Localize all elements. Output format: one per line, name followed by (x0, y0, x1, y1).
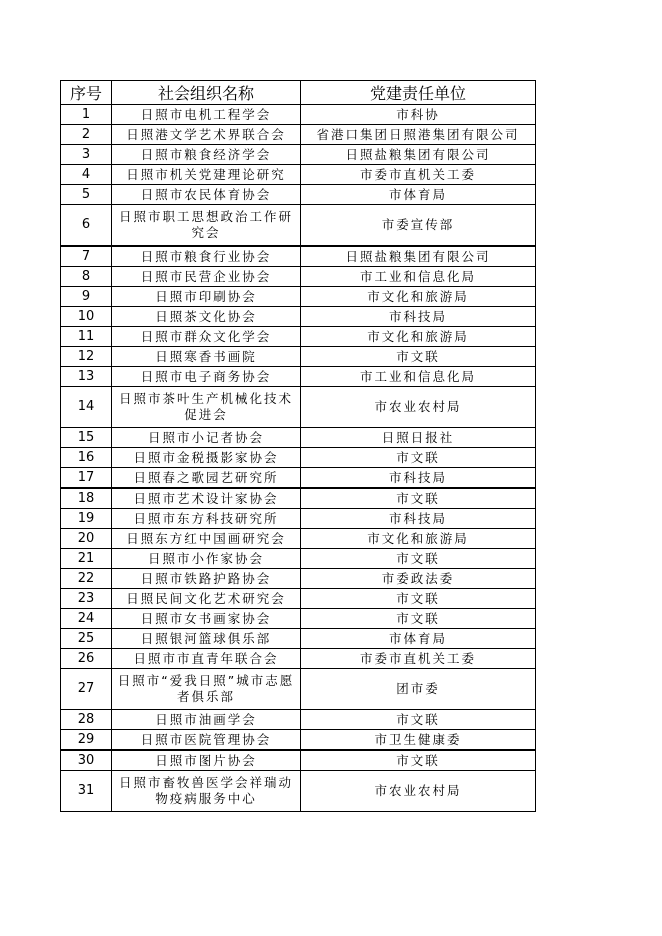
responsible-unit: 市文联 (301, 488, 536, 509)
table-row (61, 246, 536, 267)
table-row (61, 448, 536, 468)
table-row (61, 267, 536, 287)
org-name: 日照市油画学会 (112, 710, 301, 730)
responsible-unit: 市委市直机关工委 (301, 649, 536, 669)
table-row (61, 629, 536, 649)
org-name: 日照市图片协会 (112, 750, 301, 771)
responsible-unit: 日照盐粮集团有限公司 (301, 145, 536, 165)
table-row (61, 669, 536, 710)
table-row (61, 549, 536, 569)
row-number: 19 (61, 509, 112, 529)
row-number: 27 (61, 669, 112, 710)
org-name: 日照市畜牧兽医学会祥瑞动物疫病服务中心 (112, 771, 301, 812)
responsible-unit: 市农业农村局 (301, 771, 536, 812)
row-number: 11 (61, 327, 112, 347)
table-row (61, 529, 536, 549)
row-number: 14 (61, 387, 112, 428)
org-name: 日照市职工思想政治工作研究会 (112, 205, 301, 247)
org-name: 日照市电子商务协会 (112, 367, 301, 387)
responsible-unit: 市文联 (301, 710, 536, 730)
table-row (61, 165, 536, 185)
responsible-unit: 市文化和旅游局 (301, 327, 536, 347)
org-name: 日照市印刷协会 (112, 287, 301, 307)
org-name: 日照市群众文化学会 (112, 327, 301, 347)
org-name: 日照市医院管理协会 (112, 730, 301, 751)
table-row (61, 710, 536, 730)
row-number: 22 (61, 569, 112, 589)
table-row (61, 387, 536, 428)
row-number: 9 (61, 287, 112, 307)
row-number: 30 (61, 750, 112, 771)
organizations-table (60, 80, 536, 812)
row-number: 6 (61, 205, 112, 247)
responsible-unit: 市工业和信息化局 (301, 267, 536, 287)
table-row (61, 287, 536, 307)
responsible-unit: 市文联 (301, 589, 536, 609)
responsible-unit: 市科技局 (301, 509, 536, 529)
org-name: 日照市“爱我日照”城市志愿者俱乐部 (112, 669, 301, 710)
row-number: 16 (61, 448, 112, 468)
row-number: 21 (61, 549, 112, 569)
row-number: 24 (61, 609, 112, 629)
responsible-unit: 团市委 (301, 669, 536, 710)
row-number: 28 (61, 710, 112, 730)
org-name: 日照寒香书画院 (112, 347, 301, 367)
row-number: 23 (61, 589, 112, 609)
responsible-unit: 市委宣传部 (301, 205, 536, 247)
responsible-unit: 市文化和旅游局 (301, 529, 536, 549)
responsible-unit: 日照日报社 (301, 428, 536, 448)
responsible-unit: 市科技局 (301, 307, 536, 327)
org-name: 日照春之歌园艺研究所 (112, 468, 301, 489)
row-number: 2 (61, 125, 112, 145)
org-name: 日照市粮食经济学会 (112, 145, 301, 165)
row-number: 31 (61, 771, 112, 812)
row-number: 13 (61, 367, 112, 387)
org-name: 日照市机关党建理论研究 (112, 165, 301, 185)
row-number: 20 (61, 529, 112, 549)
responsible-unit: 市文联 (301, 609, 536, 629)
org-name: 日照市小记者协会 (112, 428, 301, 448)
responsible-unit: 市委政法委 (301, 569, 536, 589)
row-number: 4 (61, 165, 112, 185)
table-row (61, 105, 536, 125)
table-row (61, 307, 536, 327)
org-name: 日照东方红中国画研究会 (112, 529, 301, 549)
row-number: 1 (61, 105, 112, 125)
responsible-unit: 市文联 (301, 347, 536, 367)
responsible-unit: 市文联 (301, 750, 536, 771)
row-number: 15 (61, 428, 112, 448)
row-number: 8 (61, 267, 112, 287)
row-number: 17 (61, 468, 112, 489)
row-number: 25 (61, 629, 112, 649)
responsible-unit: 市农业农村局 (301, 387, 536, 428)
header-org-name: 社会组织名称 (112, 81, 301, 105)
org-name: 日照市茶叶生产机械化技术促进会 (112, 387, 301, 428)
row-number: 29 (61, 730, 112, 751)
row-number: 5 (61, 185, 112, 205)
row-number: 26 (61, 649, 112, 669)
table-row (61, 145, 536, 165)
table-row (61, 327, 536, 347)
table-row (61, 569, 536, 589)
table-row (61, 609, 536, 629)
org-name: 日照市电机工程学会 (112, 105, 301, 125)
responsible-unit: 市卫生健康委 (301, 730, 536, 751)
row-number: 3 (61, 145, 112, 165)
header-responsible-unit: 党建责任单位 (301, 81, 536, 105)
table-row (61, 488, 536, 509)
responsible-unit: 省港口集团日照港集团有限公司 (301, 125, 536, 145)
responsible-unit: 市文联 (301, 549, 536, 569)
responsible-unit: 市体育局 (301, 629, 536, 649)
org-name: 日照市粮食行业协会 (112, 246, 301, 267)
header-row (61, 81, 536, 105)
header-no: 序号 (61, 81, 112, 105)
table-row (61, 750, 536, 771)
responsible-unit: 市文联 (301, 448, 536, 468)
table-row (61, 185, 536, 205)
responsible-unit: 市文化和旅游局 (301, 287, 536, 307)
row-number: 18 (61, 488, 112, 509)
responsible-unit: 市科技局 (301, 468, 536, 489)
org-name: 日照市小作家协会 (112, 549, 301, 569)
table-row (61, 649, 536, 669)
table-row (61, 125, 536, 145)
table-row (61, 468, 536, 489)
responsible-unit: 市工业和信息化局 (301, 367, 536, 387)
table-row (61, 509, 536, 529)
org-name: 日照银河篮球俱乐部 (112, 629, 301, 649)
table-row (61, 428, 536, 448)
row-number: 10 (61, 307, 112, 327)
responsible-unit: 市科协 (301, 105, 536, 125)
org-name: 日照市东方科技研究所 (112, 509, 301, 529)
table-row (61, 730, 536, 751)
responsible-unit: 日照盐粮集团有限公司 (301, 246, 536, 267)
org-name: 日照港文学艺术界联合会 (112, 125, 301, 145)
org-name: 日照市农民体育协会 (112, 185, 301, 205)
org-name: 日照茶文化协会 (112, 307, 301, 327)
responsible-unit: 市委市直机关工委 (301, 165, 536, 185)
org-name: 日照民间文化艺术研究会 (112, 589, 301, 609)
org-name: 日照市女书画家协会 (112, 609, 301, 629)
org-name: 日照市铁路护路协会 (112, 569, 301, 589)
org-name: 日照市民营企业协会 (112, 267, 301, 287)
org-name: 日照市市直青年联合会 (112, 649, 301, 669)
org-name: 日照市金税摄影家协会 (112, 448, 301, 468)
responsible-unit: 市体育局 (301, 185, 536, 205)
row-number: 7 (61, 246, 112, 267)
table-row (61, 205, 536, 247)
table-row (61, 589, 536, 609)
table-row (61, 771, 536, 812)
table-row (61, 367, 536, 387)
org-name: 日照市艺术设计家协会 (112, 488, 301, 509)
table-row (61, 347, 536, 367)
row-number: 12 (61, 347, 112, 367)
